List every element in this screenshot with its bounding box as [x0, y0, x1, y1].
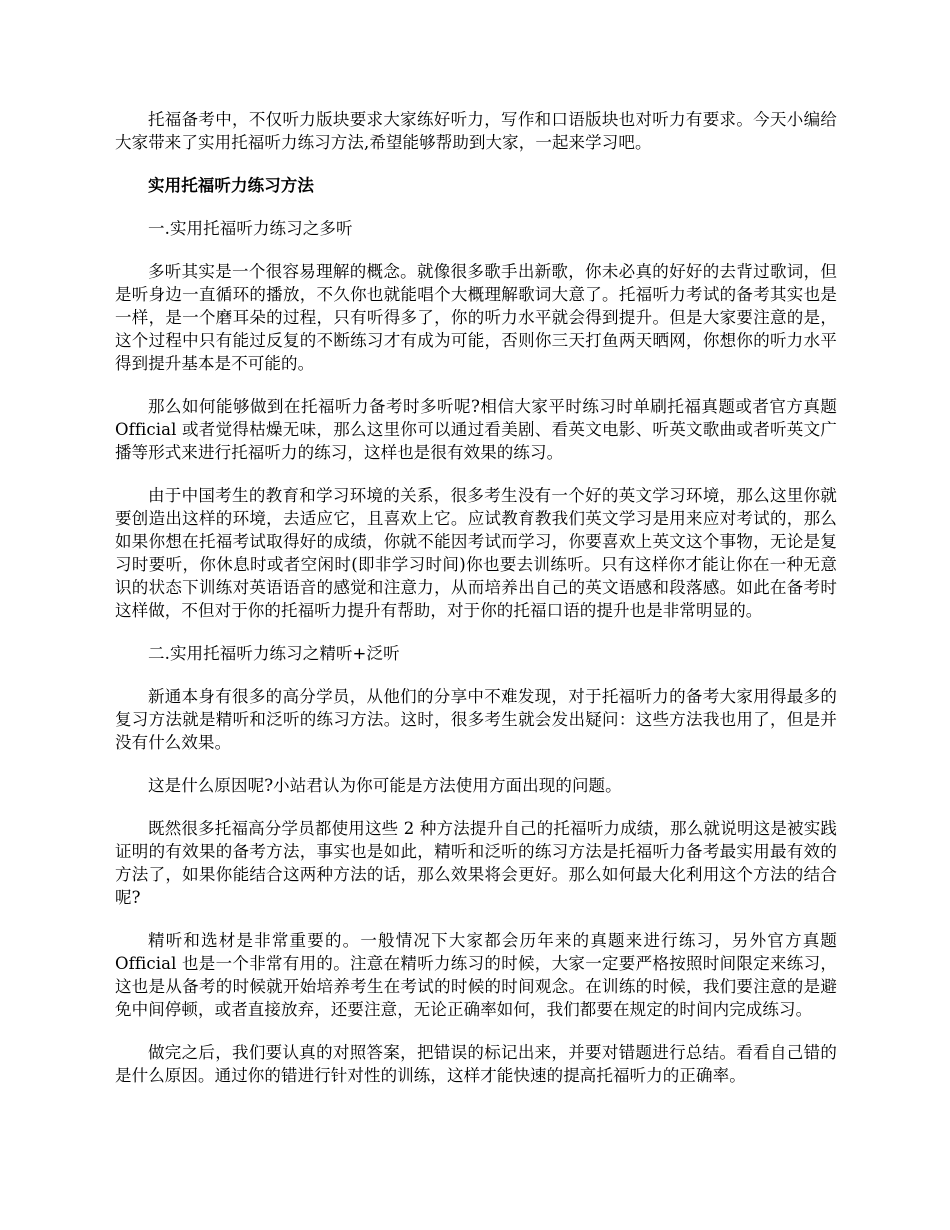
paragraph: 新通本身有很多的高分学员，从他们的分享中不难发现，对于托福听力的备考大家用得最多的复习方法就是精听和泛听的练习方法。这时，很多考生就会发出疑问：这些方法我也用了，但是并没有什么效果。 — [115, 687, 837, 752]
paragraph: 做完之后，我们要认真的对照答案，把错误的标记出来，并要对错题进行总结。看看自己错的是什么原因。通过你的错进行针对性的训练，这样才能快速的提高托福听力的正确率。 — [115, 1043, 837, 1085]
paragraph: 由于中国考生的教育和学习环境的关系，很多考生没有一个好的英文学习环境，那么这里你就要创造出这样的环境，去适应它，且喜欢上它。应试教育教我们英文学习是用来应对考试的，那么如果你想在托福考试取得好的成绩，你就不能因考试而学习，你要喜欢上英文这个事物，无论是复习时要听，你休息时或者空闲时(即非学习时间)你也要去训练听。只有这样你才能让你在一种无意识的状态下训练对英语语音的感觉和注意力，从而培养出自己的英文语感和段落感。如此在备考时这样做，不但对于你的托福听力提升有帮助，对于你的托福口语的提升也是非常明显的。 — [115, 486, 837, 620]
document-body — [115, 108, 837, 1107]
intro-paragraph: 托福备考中，不仅听力版块要求大家练好听力，写作和口语版块也对听力有要求。今天小编给大家带来了实用托福听力练习方法,希望能够帮助到大家，一起来学习吧。 — [115, 110, 837, 152]
paragraph: 既然很多托福高分学员都使用这些 2 种方法提升自己的托福听力成绩，那么就说明这是被实践证明的有效果的备考方法，事实也是如此，精听和泛听的练习方法是托福听力备考最实用最有效的方法了，如果你能结合这两种方法的话，那么效果将会更好。那么如何最大化利用这个方法的结合呢? — [115, 819, 837, 907]
section-heading-1: 一.实用托福听力练习之多听 — [148, 219, 353, 238]
section-heading-2: 二.实用托福听力练习之精听+泛听 — [148, 644, 400, 663]
paragraph: 精听和选材是非常重要的。一般情况下大家都会历年来的真题来进行练习，另外官方真题 Official 也是一个非常有用的。注意在精听力练习的时候，大家一定要严格按照时间限定来练习，这也是从备考的时候就开始培养考生在考试的时候的时间观念。在训练的时候，我们要注意的是避免中间停顿，或者直接放弃，还要注意，无论正确率如何，我们都要在规定的时间内完成练习。 — [115, 931, 837, 1019]
document-title: 实用托福听力练习方法 — [148, 176, 314, 195]
paragraph: 这是什么原因呢?小站君认为你可能是方法使用方面出现的问题。 — [148, 776, 622, 795]
paragraph: 多听其实是一个很容易理解的概念。就像很多歌手出新歌，你未必真的好好的去背过歌词，但是听身边一直循环的播放，不久你也就能唱个大概理解歌词大意了。托福听力考试的备考其实也是一样，是一个磨耳朵的过程，只有听得多了，你的听力水平就会得到提升。但是大家要注意的是，这个过程中只有能过反复的不断练习才有成为可能，否则你三天打鱼两天晒网，你想你的听力水平得到提升基本是不可能的。 — [115, 262, 837, 373]
paragraph: 那么如何能够做到在托福听力备考时多听呢?相信大家平时练习时单刷托福真题或者官方真题 Official 或者觉得枯燥无味，那么这里你可以通过看美剧、看英文电影、听英文歌曲或者听英文广播等形式来进行托福听力的练习，这样也是很有效果的练习。 — [115, 397, 837, 462]
